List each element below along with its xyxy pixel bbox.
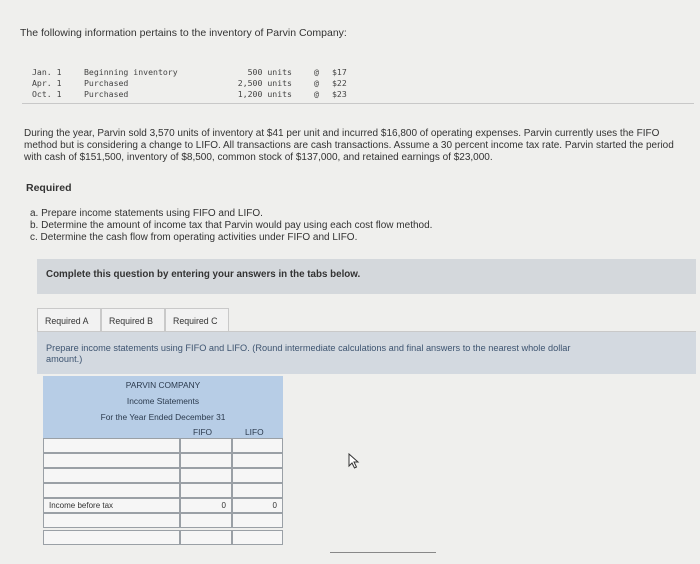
row-label-input[interactable] — [43, 530, 180, 545]
table-row — [43, 513, 283, 528]
inventory-row — [22, 89, 358, 100]
column-header-lifo: LIFO — [245, 427, 264, 437]
inventory-at: @ — [314, 67, 319, 77]
lifo-input[interactable] — [232, 438, 283, 453]
table-row — [43, 483, 283, 498]
lifo-total-cell — [232, 498, 283, 513]
fifo-input[interactable] — [180, 453, 232, 468]
fifo-input[interactable] — [180, 438, 232, 453]
instruction-banner — [37, 331, 696, 374]
lifo-input[interactable] — [232, 468, 283, 483]
intro-text: The following information pertains to the inventory of Parvin Company: — [20, 27, 347, 39]
inventory-date: Oct. 1 — [32, 89, 62, 99]
inventory-table — [22, 64, 358, 106]
inventory-date: Jan. 1 — [32, 67, 62, 77]
inventory-price: $22 — [332, 78, 347, 88]
problem-paragraph: During the year, Parvin sold 3,570 units of inventory at $41 per unit and incurred $16,800 of operating expenses. Parvin currently uses the FIFO method but is considering a change to LIFO. All transactions are cash transactions. Assume a 30 percent income tax rate. Parvin started the period with cash of $151,500, inventory of $8,500, common stock of $137,000, and retained earnings of $23,000. — [24, 128, 674, 163]
row-label: Income before tax — [49, 501, 114, 510]
fifo-value: 0 — [221, 501, 226, 510]
inventory-at: @ — [314, 89, 319, 99]
inventory-desc: Beginning inventory — [84, 67, 178, 77]
requirement-item: b. Determine the amount of income tax that Parvin would pay using each cost flow method. — [30, 220, 433, 231]
lifo-input[interactable] — [232, 483, 283, 498]
tab-required-c[interactable] — [165, 308, 229, 332]
requirements-list — [30, 208, 432, 244]
lifo-input[interactable] — [232, 453, 283, 468]
fifo-input[interactable] — [180, 513, 232, 528]
divider — [22, 103, 694, 104]
inventory-row — [22, 78, 358, 89]
column-header-fifo: FIFO — [193, 427, 213, 437]
tab-required-a[interactable] — [37, 308, 101, 332]
inventory-price: $23 — [332, 89, 347, 99]
required-heading: Required — [26, 182, 72, 194]
table-row — [43, 530, 283, 545]
inventory-date: Apr. 1 — [32, 78, 62, 88]
underline-divider — [330, 552, 436, 553]
row-label-input[interactable] — [43, 483, 180, 498]
inventory-at: @ — [314, 78, 319, 88]
row-label-input[interactable] — [43, 438, 180, 453]
requirement-item: c. Determine the cash flow from operating activities under FIFO and LIFO. — [30, 232, 358, 243]
tab-label: Required A — [45, 316, 89, 326]
fifo-input[interactable] — [180, 468, 232, 483]
row-label-input[interactable] — [43, 453, 180, 468]
mouse-cursor-icon — [348, 453, 362, 469]
inventory-row — [22, 67, 358, 78]
inventory-price: $17 — [332, 67, 347, 77]
fifo-input[interactable] — [180, 530, 232, 545]
row-label-input[interactable] — [43, 468, 180, 483]
row-label-cell — [43, 498, 180, 513]
row-label-input[interactable] — [43, 513, 180, 528]
table-row — [43, 468, 283, 483]
complete-note-banner — [37, 259, 696, 294]
lifo-value: 0 — [272, 501, 277, 510]
statement-title: Income Statements — [126, 396, 200, 406]
complete-note-text: Complete this question by entering your answers in the tabs below. — [46, 269, 361, 280]
fifo-total-cell — [180, 498, 232, 513]
inventory-units: 1,200 units — [237, 89, 292, 99]
statement-period: For the Year Ended December 31 — [100, 412, 226, 422]
table-row — [43, 498, 283, 513]
lifo-input[interactable] — [232, 513, 283, 528]
tab-label: Required B — [109, 316, 154, 326]
lifo-input[interactable] — [232, 530, 283, 545]
table-row — [43, 438, 283, 453]
fifo-input[interactable] — [180, 483, 232, 498]
statement-header — [43, 376, 283, 438]
inventory-desc: Purchased — [84, 78, 129, 88]
tab-label: Required C — [173, 316, 218, 326]
inventory-desc: Purchased — [84, 89, 129, 99]
inventory-units: 2,500 units — [237, 78, 292, 88]
table-row — [43, 453, 283, 468]
inventory-units: 500 units — [247, 67, 292, 77]
requirement-item: a. Prepare income statements using FIFO and LIFO. — [30, 208, 263, 219]
tab-required-b[interactable] — [101, 308, 165, 332]
instruction-text: Prepare income statements using FIFO and LIFO. (Round intermediate calculations and final answers to the nearest whole dollar amount.) — [46, 343, 571, 364]
company-name: PARVIN COMPANY — [125, 380, 201, 390]
